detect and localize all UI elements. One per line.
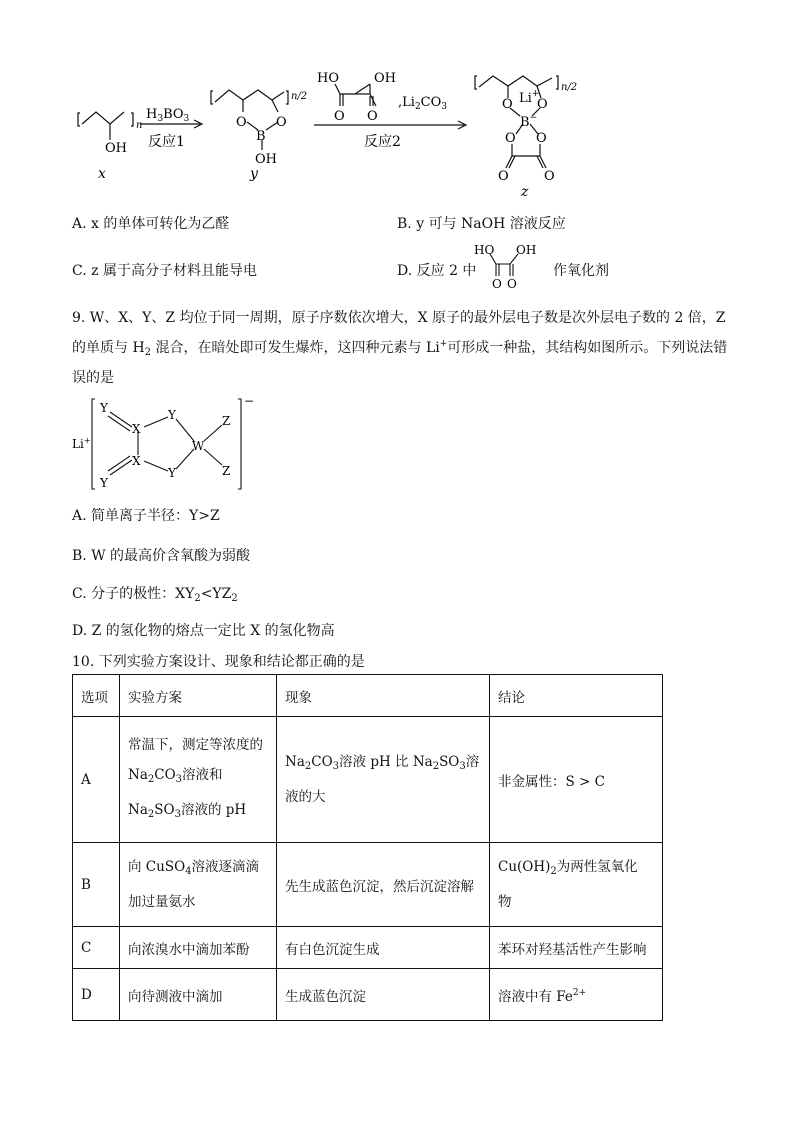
row-d-conclusion: 溶液中有 $Fe^{2+}$	[490, 969, 663, 1021]
struct-y-3: Y	[168, 408, 176, 422]
polymer-x-structure	[78, 112, 133, 140]
row-c-conclusion: 苯环对羟基活性产生影响	[490, 927, 663, 969]
table-row	[73, 969, 663, 1021]
compound-x-label: x	[98, 166, 106, 182]
row-c-phenomenon: 有白色沉淀生成	[277, 927, 490, 969]
q9-option-b: B. W 的最高价含氧酸为弱酸	[72, 548, 251, 564]
z-o-3: O	[505, 131, 516, 146]
y-b-atom: B	[256, 129, 266, 144]
z-li-atom: Li+	[519, 89, 540, 106]
struct-bracket-left	[92, 399, 95, 489]
row-d-option: D	[73, 969, 120, 1021]
header-conclusion: 结论	[490, 675, 663, 717]
table-row	[73, 927, 663, 969]
struct-z-1: Z	[222, 414, 231, 428]
step2-label: 反应2	[364, 134, 401, 150]
row-c-option: C	[73, 927, 120, 969]
struct-z-2: Z	[222, 464, 231, 478]
row-b-plan: 向 CuSO$_4$溶液逐滴滴 加过量氨水	[120, 843, 277, 927]
oxalic-o-left: O	[334, 109, 345, 124]
row-b-phenomenon: 先生成蓝色沉淀，然后沉淀溶解	[277, 843, 490, 927]
compound-y-label: y	[250, 166, 258, 182]
x-n-subscript: n	[136, 120, 143, 131]
struct-w: W	[192, 439, 205, 453]
struct-bracket-right	[238, 399, 241, 489]
oxalic-acid-inline	[470, 240, 550, 292]
header-phenomenon: 现象	[277, 675, 490, 717]
q8-option-a: A. x 的单体可转化为乙醛	[72, 216, 230, 232]
table-header-row	[73, 675, 663, 717]
q8-option-b: B. y 可与 NaOH 溶液反应	[397, 216, 566, 232]
header-option: 选项	[73, 675, 120, 717]
row-b-option: B	[73, 843, 120, 927]
z-o-1: O	[502, 97, 513, 112]
struct-li: Li+	[72, 436, 91, 451]
struct-minus: −	[244, 395, 255, 408]
x-oh-label: OH	[105, 141, 127, 156]
row-a-plan: 常温下，测定等浓度的 $Na_2CO_3$溶液和 $Na_2SO_3$溶液的 pH	[120, 717, 277, 843]
h3bo3-label: $H_3BO_3$	[146, 107, 190, 124]
polymer-z-structure	[475, 76, 558, 168]
y-o-left: O	[236, 115, 247, 130]
q8-option-d-suffix: 作氧化剂	[553, 263, 609, 279]
li2co3-label: $,Li_2CO_3$	[398, 95, 448, 112]
q9-option-a: A. 简单离子半径：Y>Z	[72, 508, 220, 524]
z-o-2: O	[537, 97, 548, 112]
q9-option-c: C. 分子的极性：$XY_2<YZ_2$	[72, 586, 238, 604]
header-plan: 实验方案	[120, 675, 277, 717]
z-o-6: O	[544, 169, 555, 184]
oxalic-ho: HO	[317, 71, 339, 86]
table-row	[73, 843, 663, 927]
inline-o-left: O	[492, 277, 502, 291]
q8-option-d-prefix: D. 反应 2 中	[397, 263, 477, 279]
struct-y-4: Y	[168, 466, 176, 480]
oxalic-oh: OH	[374, 71, 396, 86]
experiment-table	[72, 674, 663, 1021]
compound-z-label: z	[521, 184, 529, 200]
oxalic-o-right: O	[367, 109, 378, 124]
y-o-right: O	[276, 115, 287, 130]
q8-option-c: C. z 属于高分子材料且能导电	[72, 263, 257, 279]
struct-y-1: Y	[100, 401, 108, 415]
q9-option-d: D. Z 的氢化物的熔点一定比 X 的氢化物高	[72, 623, 335, 639]
z-n-half: n/2	[561, 82, 578, 93]
q9-stem-line3: 误的是	[72, 370, 114, 386]
row-c-plan: 向浓溴水中滴加苯酚	[120, 927, 277, 969]
inline-ho: HO	[474, 243, 495, 257]
bracket-right	[131, 113, 133, 126]
row-d-plan: 向待测液中滴加	[120, 969, 277, 1021]
step1-label: 反应1	[148, 134, 185, 150]
y-oh-label: OH	[255, 152, 277, 167]
row-a-option: A	[73, 717, 120, 843]
z-o-4: O	[536, 131, 547, 146]
struct-y-2: Y	[100, 476, 108, 490]
reaction-scheme	[0, 0, 794, 200]
z-b-atom: B−	[520, 113, 538, 130]
q9-salt-structure	[70, 395, 270, 495]
row-b-conclusion: $Cu(OH)_2$为两性氢氧化 物	[490, 843, 663, 927]
struct-x-1: X	[132, 422, 141, 436]
inline-oh: OH	[516, 243, 537, 257]
oxalic-acid-structure	[335, 84, 376, 106]
z-o-5: O	[498, 169, 509, 184]
row-a-phenomenon: $Na_2CO_3$溶液 pH 比 $Na_2SO_3$溶 液的大	[277, 717, 490, 843]
q9-stem-line2: 的单质与 $H_2$ 混合，在暗处即可发生爆炸，这四种元素与 Li+可形成一种盐，其结构如图所示。下列说法错	[72, 339, 728, 358]
inline-o-right: O	[507, 277, 517, 291]
bracket-left	[78, 113, 80, 126]
table-row	[73, 717, 663, 843]
row-d-phenomenon: 生成蓝色沉淀	[277, 969, 490, 1021]
struct-x-2: X	[132, 454, 141, 468]
row-a-conclusion: 非金属性：S > C	[490, 717, 663, 843]
y-n-half: n/2	[291, 91, 308, 102]
q9-stem-line1: 9. W、X、Y、Z 均位于同一周期，原子序数依次增大，X 原子的最外层电子数是次外层电子数的 2 倍，Z	[72, 310, 726, 326]
q10-title: 10. 下列实验方案设计、现象和结论都正确的是	[72, 654, 365, 670]
